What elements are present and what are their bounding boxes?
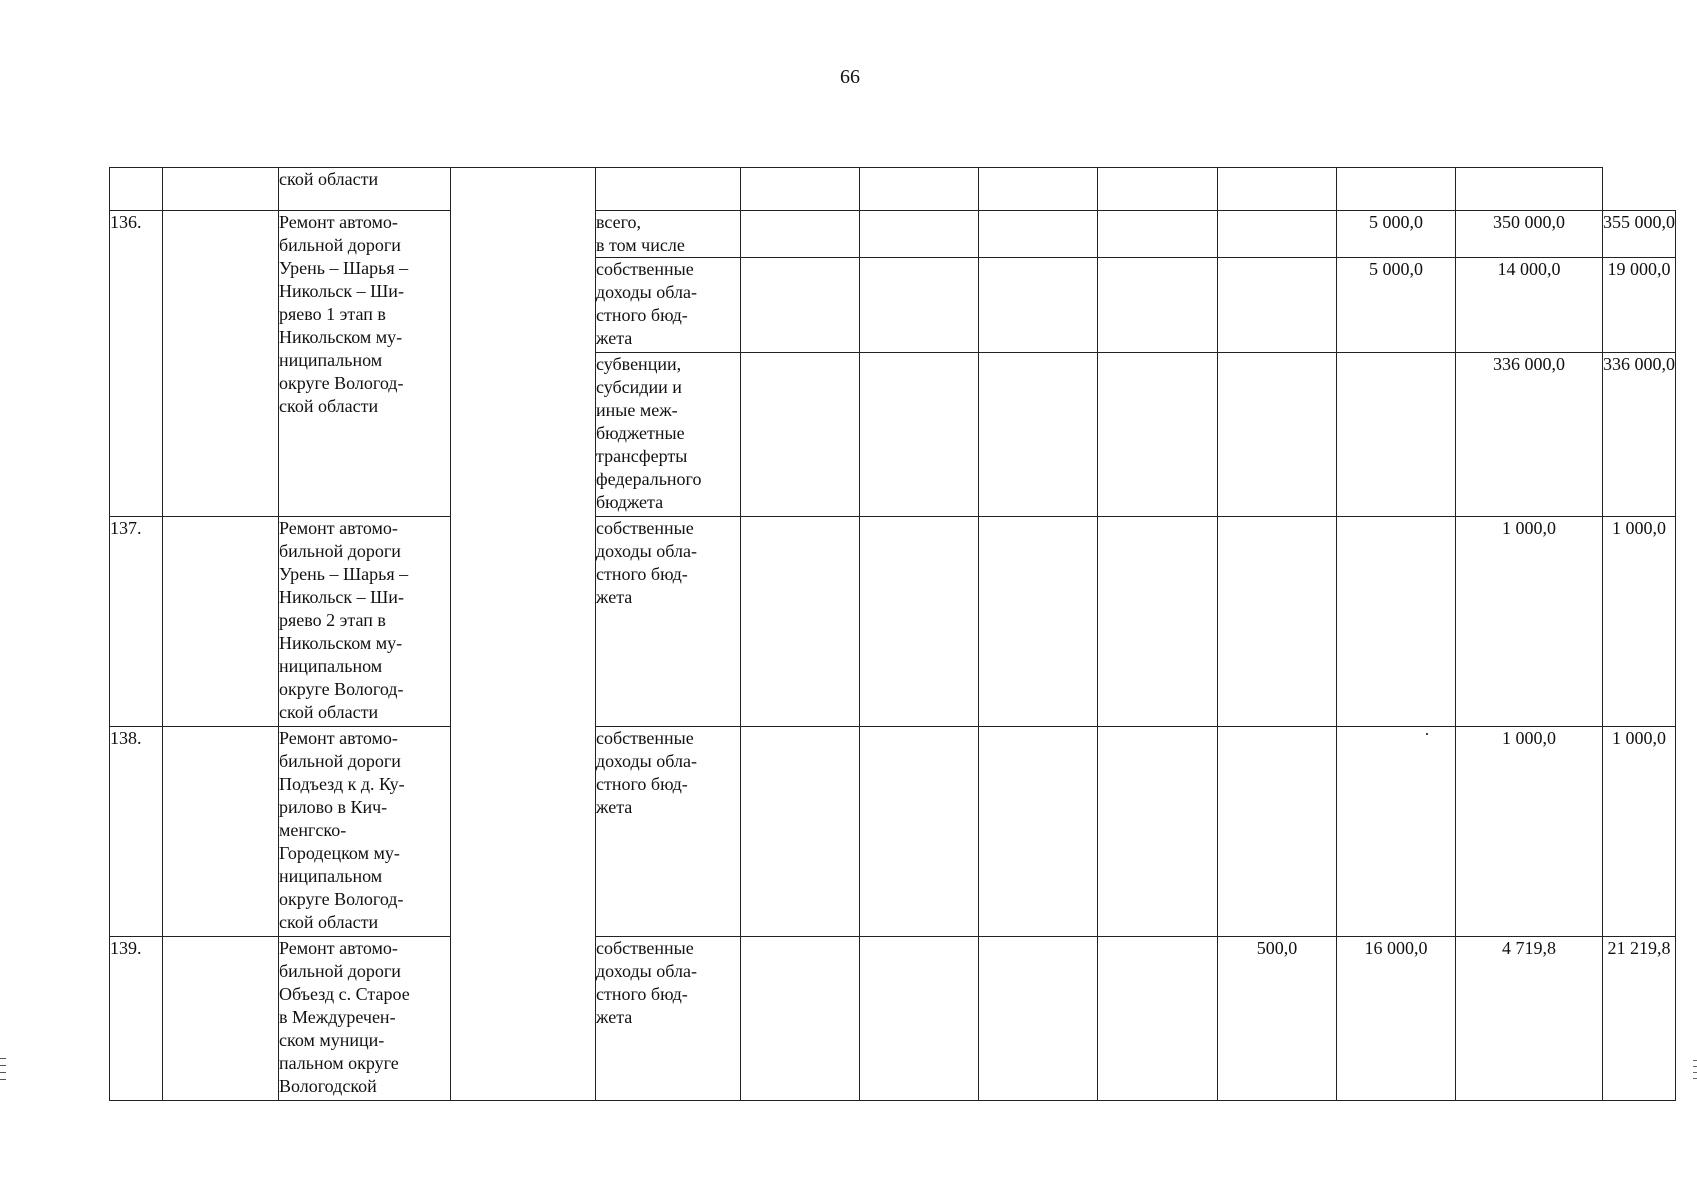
source-line: всего, xyxy=(596,212,642,232)
object-name-line: бильной дороги xyxy=(279,751,401,771)
table-row xyxy=(110,517,1676,727)
source-line: доходы обла- xyxy=(596,751,697,771)
value-cell xyxy=(1098,727,1218,937)
source-line: жета xyxy=(596,587,633,607)
source-line: стного бюд- xyxy=(596,984,688,1004)
object-name-cell xyxy=(279,168,451,211)
scan-edge-marks xyxy=(0,1058,7,1094)
source-cell xyxy=(596,517,741,727)
executor-cell xyxy=(451,168,596,1101)
scan-edge-marks xyxy=(1693,1060,1697,1090)
object-name-line: бильной дороги xyxy=(279,541,401,561)
value-cell xyxy=(860,937,979,1101)
value-cell xyxy=(741,517,860,727)
object-name-line: Урень – Шарья – xyxy=(279,564,409,584)
source-cell xyxy=(596,727,741,937)
source-line: трансферты xyxy=(596,446,688,466)
object-name-cell xyxy=(279,937,451,1101)
value-cell xyxy=(741,937,860,1101)
source-line: федерального xyxy=(596,469,702,489)
code-cell xyxy=(163,727,279,937)
object-name-line: бильной дороги xyxy=(279,961,401,981)
code-cell xyxy=(163,937,279,1101)
object-name-line: округе Вологод- xyxy=(279,373,404,393)
row-index: 138. xyxy=(110,727,163,937)
source-line: собственные xyxy=(596,259,694,279)
source-line: жета xyxy=(596,328,633,348)
source-line: стного бюд- xyxy=(596,564,688,584)
object-name-line: Ремонт автомо- xyxy=(279,518,398,538)
object-name-line: Объезд с. Старое xyxy=(279,984,410,1004)
object-name-line: Ремонт автомо- xyxy=(279,212,398,232)
source-line: собственные xyxy=(596,728,694,748)
scan-speck xyxy=(1426,733,1428,735)
value-cell: 350 000,0 xyxy=(1456,211,1603,258)
value-cell xyxy=(1098,517,1218,727)
value-cell xyxy=(860,258,979,353)
source-cell xyxy=(596,211,741,258)
object-name-line: в Междуречен- xyxy=(279,1007,396,1027)
object-name-line: Ремонт автомо- xyxy=(279,728,398,748)
table-row xyxy=(110,211,1676,258)
object-name-line: ниципальном xyxy=(279,656,383,676)
code-cell xyxy=(163,211,279,517)
object-name-cell xyxy=(279,727,451,937)
row-index: 139. xyxy=(110,937,163,1101)
object-name-line: бильной дороги xyxy=(279,235,401,255)
source-cell xyxy=(596,937,741,1101)
object-name-line: Урень – Шарья – xyxy=(279,258,409,278)
code-cell xyxy=(163,517,279,727)
value-cell xyxy=(979,727,1098,937)
value-cell: 5 000,0 xyxy=(1337,211,1456,258)
value-cell xyxy=(1218,353,1337,517)
value-cell xyxy=(1218,727,1337,937)
object-name-line: пальном округе xyxy=(279,1053,399,1073)
object-name-line: ской области xyxy=(279,169,379,189)
value-cell xyxy=(1098,937,1218,1101)
value-cell: 5 000,0 xyxy=(1337,258,1456,353)
total-cell: 1 000,0 xyxy=(1603,727,1676,937)
object-name-line: менгско- xyxy=(279,820,347,840)
value-cell xyxy=(979,258,1098,353)
code-cell xyxy=(163,168,279,211)
source-line: иные меж- xyxy=(596,400,678,420)
object-name-line: ской области xyxy=(279,702,379,722)
value-cell: 336 000,0 xyxy=(1456,353,1603,517)
value-cell xyxy=(741,168,860,211)
object-name-line: Городецком му- xyxy=(279,843,400,863)
source-line: доходы обла- xyxy=(596,282,697,302)
value-cell xyxy=(741,258,860,353)
object-name-line: рилово в Кич- xyxy=(279,797,388,817)
object-name-line: Никольском му- xyxy=(279,327,403,347)
object-name-line: ской области xyxy=(279,396,379,416)
total-cell: 21 219,8 xyxy=(1603,937,1676,1101)
object-name-line: ском муници- xyxy=(279,1030,385,1050)
value-cell xyxy=(1456,168,1603,211)
value-cell xyxy=(1337,168,1456,211)
source-line: в том числе xyxy=(596,235,685,255)
object-name-line: Подъезд к д. Ку- xyxy=(279,774,405,794)
value-cell xyxy=(1218,168,1337,211)
table-row xyxy=(110,937,1676,1101)
source-line: субсидии и xyxy=(596,377,682,397)
table-row xyxy=(110,727,1676,937)
source-cell xyxy=(596,353,741,517)
value-cell xyxy=(1098,258,1218,353)
source-line: доходы обла- xyxy=(596,961,697,981)
total-cell: 1 000,0 xyxy=(1603,517,1676,727)
value-cell xyxy=(1337,727,1456,937)
value-cell xyxy=(1218,517,1337,727)
total-cell: 19 000,0 xyxy=(1603,258,1676,353)
value-cell xyxy=(979,353,1098,517)
row-index: 137. xyxy=(110,517,163,727)
value-cell xyxy=(741,211,860,258)
value-cell xyxy=(860,168,979,211)
source-line: стного бюд- xyxy=(596,774,688,794)
object-name-line: ниципальном xyxy=(279,866,383,886)
source-line: собственные xyxy=(596,518,694,538)
value-cell xyxy=(1098,211,1218,258)
source-line: собственные xyxy=(596,938,694,958)
object-name-cell xyxy=(279,211,451,517)
value-cell xyxy=(1098,168,1218,211)
budget-table xyxy=(109,167,1676,1101)
source-line: бюджетные xyxy=(596,423,685,443)
value-cell xyxy=(1218,211,1337,258)
value-cell xyxy=(860,517,979,727)
object-name-cell xyxy=(279,517,451,727)
object-name-line: ниципальном xyxy=(279,350,383,370)
value-cell xyxy=(979,937,1098,1101)
source-line: доходы обла- xyxy=(596,541,697,561)
value-cell xyxy=(860,727,979,937)
value-cell: 4 719,8 xyxy=(1456,937,1603,1101)
page-number: 66 xyxy=(840,66,860,88)
source-cell xyxy=(596,168,741,211)
row-index: 136. xyxy=(110,211,163,517)
value-cell xyxy=(1337,353,1456,517)
source-line: жета xyxy=(596,1007,633,1027)
value-cell xyxy=(979,211,1098,258)
object-name-line: ряево 2 этап в xyxy=(279,610,386,630)
value-cell xyxy=(979,517,1098,727)
value-cell xyxy=(1098,353,1218,517)
total-cell: 336 000,0 xyxy=(1603,353,1676,517)
value-cell xyxy=(1337,517,1456,727)
source-cell xyxy=(596,258,741,353)
value-cell: 16 000,0 xyxy=(1337,937,1456,1101)
value-cell: 500,0 xyxy=(1218,937,1337,1101)
object-name-line: Никольск – Ши- xyxy=(279,281,404,301)
value-cell xyxy=(979,168,1098,211)
value-cell: 1 000,0 xyxy=(1456,517,1603,727)
source-line: субвенции, xyxy=(596,354,682,374)
value-cell xyxy=(1218,258,1337,353)
table-row xyxy=(110,168,1676,211)
object-name-line: округе Вологод- xyxy=(279,889,404,909)
source-line: бюджета xyxy=(596,492,664,512)
value-cell xyxy=(741,727,860,937)
object-name-line: Никольском му- xyxy=(279,633,403,653)
source-line: стного бюд- xyxy=(596,305,688,325)
index-cell xyxy=(110,168,163,211)
object-name-line: Вологодской xyxy=(279,1076,377,1096)
source-line: жета xyxy=(596,797,633,817)
object-name-line: Никольск – Ши- xyxy=(279,587,404,607)
value-cell xyxy=(741,353,860,517)
value-cell: 1 000,0 xyxy=(1456,727,1603,937)
total-cell: 355 000,0 xyxy=(1603,211,1676,258)
value-cell xyxy=(860,353,979,517)
object-name-line: ряево 1 этап в xyxy=(279,304,386,324)
object-name-line: ской области xyxy=(279,912,379,932)
object-name-line: округе Вологод- xyxy=(279,679,404,699)
value-cell xyxy=(860,211,979,258)
value-cell: 14 000,0 xyxy=(1456,258,1603,353)
object-name-line: Ремонт автомо- xyxy=(279,938,398,958)
